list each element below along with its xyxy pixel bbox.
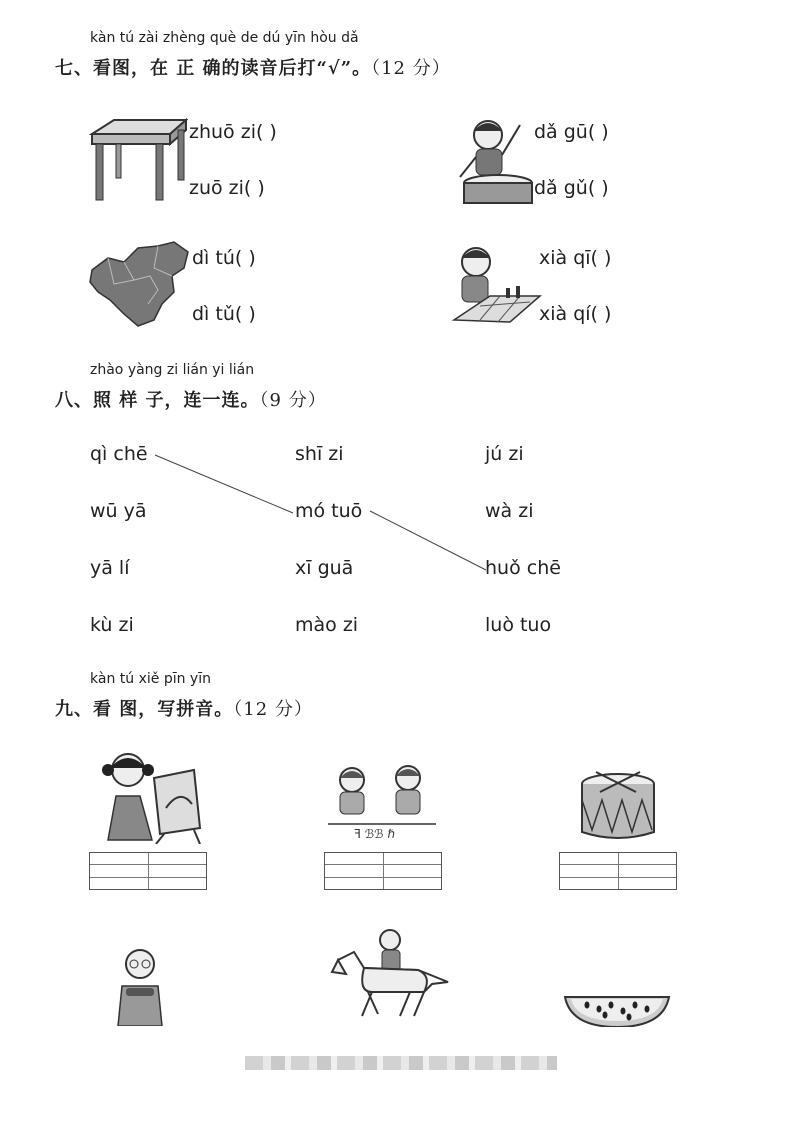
watermelon-picture: [563, 995, 671, 1027]
word-col2-2[interactable]: mó tuō: [295, 500, 363, 522]
word-col2-1[interactable]: shī zi: [295, 443, 344, 465]
section9-title-text: 九、看 图，写拼音。: [55, 699, 234, 720]
word-col1-3[interactable]: yā lí: [90, 557, 130, 579]
example-line-1: [155, 455, 293, 513]
word-col1-1[interactable]: qì chē: [90, 443, 148, 465]
example-line-2: [370, 511, 486, 570]
section8-pinyin: zhào yàng zi lián yi lián: [90, 362, 255, 378]
option-zuo-zi[interactable]: zuō zi( ): [189, 177, 265, 199]
writing-grid-3[interactable]: [559, 852, 677, 890]
option-da-gu-3[interactable]: dǎ gǔ( ): [534, 177, 609, 199]
girl-painting-picture: [94, 748, 204, 844]
word-col2-4[interactable]: mào zi: [295, 614, 359, 636]
drum-picture: [578, 770, 658, 844]
writing-grid-2[interactable]: [324, 852, 442, 890]
word-col1-2[interactable]: wū yā: [90, 500, 147, 522]
blurred-footer: [245, 1056, 557, 1070]
word-col3-2[interactable]: wà zi: [485, 500, 534, 522]
option-zhuo-zi[interactable]: zhuō zi( ): [189, 121, 277, 143]
section9-title: [55, 695, 313, 721]
svg-text:ꟻ ℬℬ ℏ: ꟻ ℬℬ ℏ: [354, 827, 396, 841]
option-di-tu-2[interactable]: dì tú( ): [192, 247, 256, 269]
writing-grid-1[interactable]: [89, 852, 207, 890]
section8-score: （9 分）: [259, 390, 327, 411]
kids-playing-picture: [324, 762, 440, 844]
word-col3-1[interactable]: jú zi: [485, 443, 524, 465]
word-col3-4[interactable]: luò tuo: [485, 614, 552, 636]
horse-rider-picture: [328, 926, 458, 1018]
word-col2-3[interactable]: xī guā: [295, 557, 354, 579]
section7-score: （12 分）: [371, 58, 451, 79]
old-man-picture: [110, 944, 170, 1026]
section7-pinyin: kàn tú zài zhèng què de dú yīn hòu dǎ: [90, 30, 359, 46]
section9-pinyin: kàn tú xiě pīn yīn: [90, 671, 211, 687]
word-col1-4[interactable]: kù zi: [90, 614, 134, 636]
option-di-tu-3[interactable]: dì tǔ( ): [192, 303, 256, 325]
option-da-gu-1[interactable]: dǎ gū( ): [534, 121, 609, 143]
option-xia-qi-2[interactable]: xià qí( ): [539, 303, 612, 325]
section9-score: （12 分）: [233, 699, 313, 720]
section8-title-text: 八、照 样 子，连一连。: [55, 390, 260, 411]
word-col3-3[interactable]: huǒ chē: [485, 557, 561, 579]
section7-title-text: 七、看图，在 正 确的读音后打“√”。: [55, 58, 372, 79]
option-xia-qi-1[interactable]: xià qī( ): [539, 247, 612, 269]
